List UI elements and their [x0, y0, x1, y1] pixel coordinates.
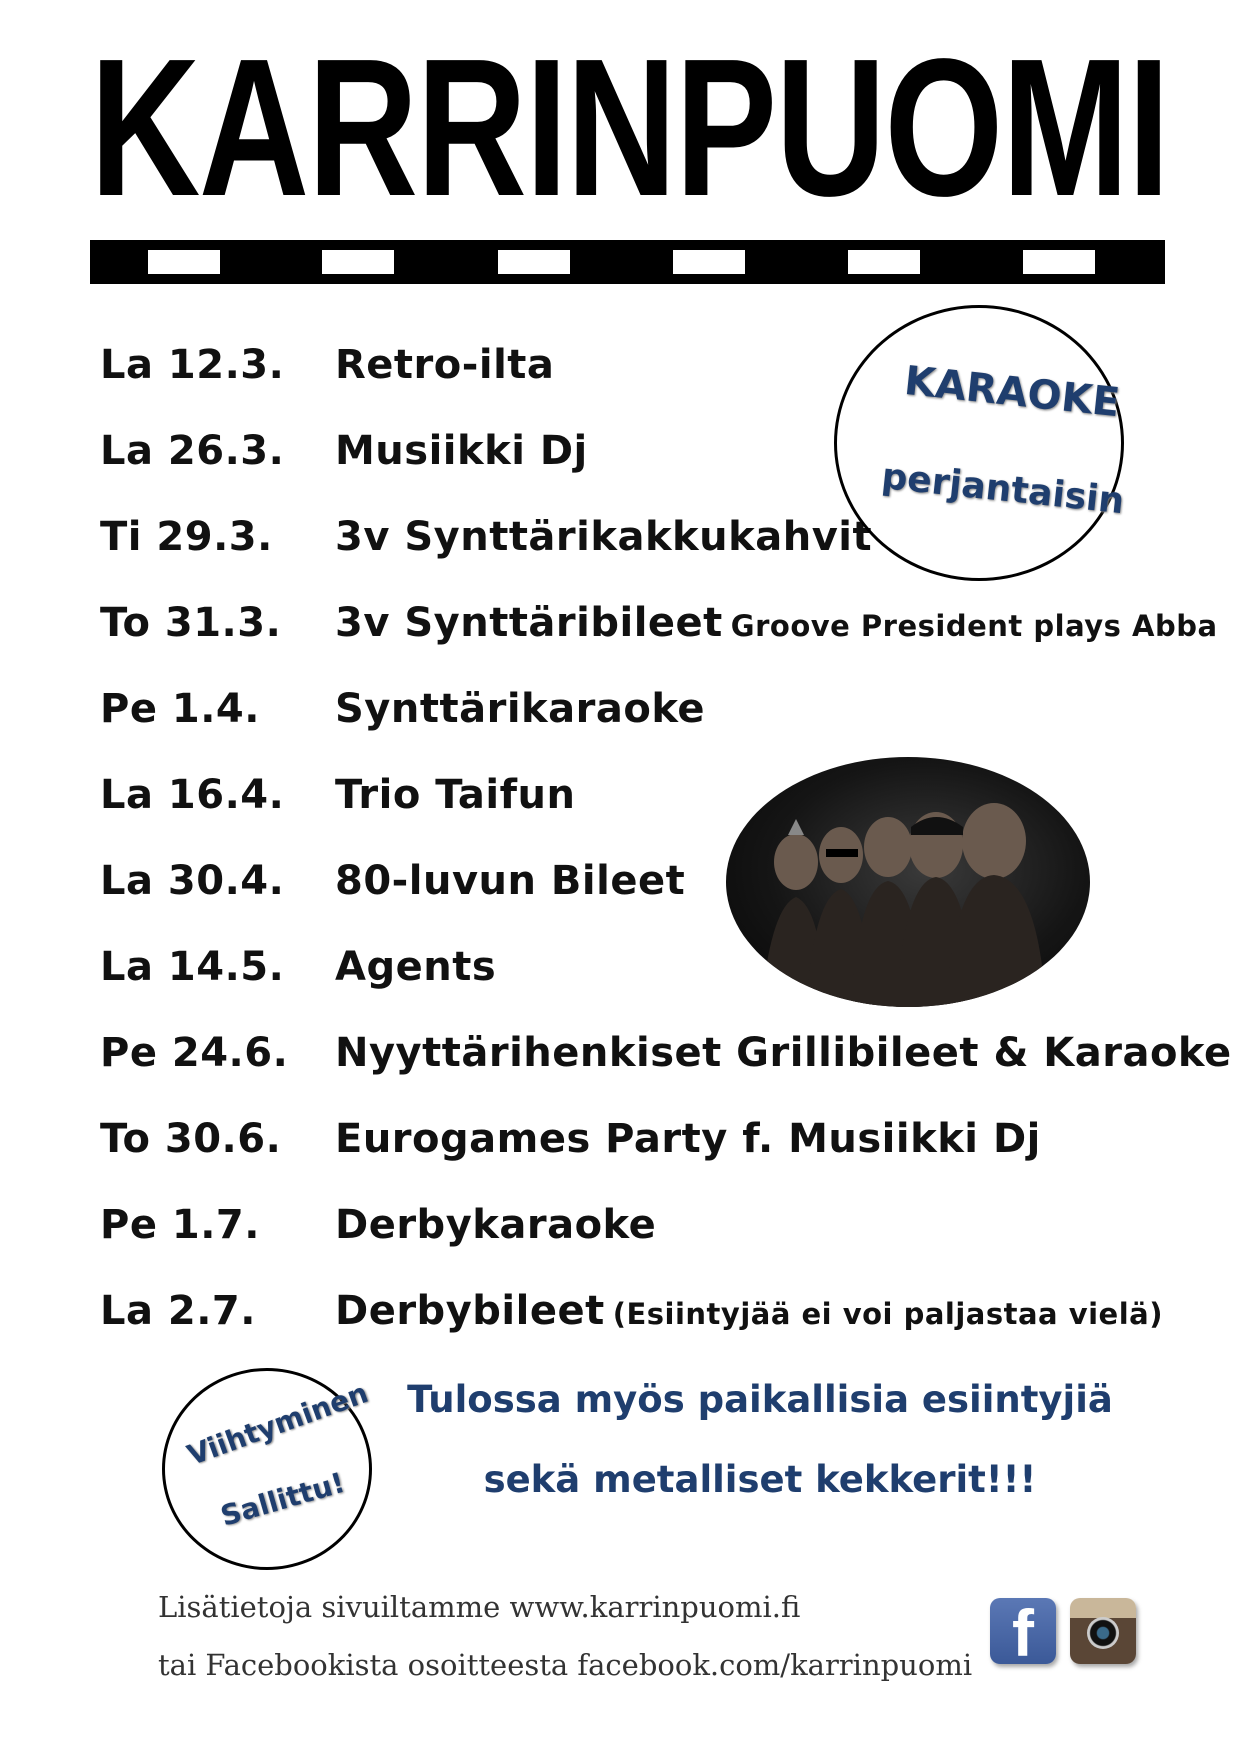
event-name: Derbybileet (Esiintyjää ei voi paljastaa vielä)	[335, 1288, 1163, 1334]
event-date: To 30.6.	[100, 1116, 282, 1162]
sallittu-badge	[162, 1368, 372, 1570]
event-name: Derbykaraoke	[335, 1202, 657, 1248]
sallittu-badge-line2: Sallittu!	[217, 1465, 349, 1533]
film-strip-hole	[848, 250, 920, 274]
film-strip-hole	[322, 250, 394, 274]
film-strip-hole	[498, 250, 570, 274]
film-strip-divider	[90, 240, 1165, 284]
promo-line-2: sekä metalliset kekkerit!!!	[483, 1458, 1037, 1501]
footer-website: Lisätietoja sivuiltamme www.karrinpuomi.fi	[158, 1590, 801, 1624]
footer-facebook: tai Facebookista osoitteesta facebook.com/karrinpuomi	[158, 1648, 973, 1682]
film-strip-hole	[673, 250, 745, 274]
karaoke-badge-subtitle: perjantaisin	[879, 456, 1127, 523]
event-name: Agents	[335, 944, 497, 990]
event-date: Ti 29.3.	[100, 514, 273, 560]
event-date: La 2.7.	[100, 1288, 256, 1334]
event-name: 3v Synttärikakkukahvit	[335, 514, 873, 560]
event-name: Trio Taifun	[335, 772, 576, 818]
band-silhouettes	[726, 757, 1090, 1007]
event-date: La 30.4.	[100, 858, 285, 904]
event-date: Pe 1.4.	[100, 686, 260, 732]
event-date: La 12.3.	[100, 342, 285, 388]
event-name: Musiikki Dj	[335, 428, 588, 474]
promo-line-1: Tulossa myös paikallisia esiintyjiä	[407, 1378, 1113, 1421]
event-date: La 14.5.	[100, 944, 285, 990]
karaoke-badge	[834, 305, 1127, 581]
event-date: Pe 24.6.	[100, 1030, 289, 1076]
event-name: Eurogames Party f. Musiikki Dj	[335, 1116, 1041, 1162]
instagram-icon	[1070, 1598, 1136, 1664]
event-date: La 16.4.	[100, 772, 285, 818]
event-name: Retro-ilta	[335, 342, 555, 388]
band-photo	[726, 757, 1090, 1007]
event-date: Pe 1.7.	[100, 1202, 260, 1248]
event-name: 80-luvun Bileet	[335, 858, 686, 904]
event-extra: Groove President plays Abba	[730, 609, 1218, 643]
event-name: 3v Synttäribileet Groove President plays Abba	[335, 600, 1218, 646]
event-name: Nyyttärihenkiset Grillibileet & Karaoke	[335, 1030, 1232, 1076]
poster-title: KARRINPUOMI	[90, 18, 1169, 237]
event-date: La 26.3.	[100, 428, 285, 474]
event-date: To 31.3.	[100, 600, 282, 646]
film-strip-hole	[1023, 250, 1095, 274]
film-strip-hole	[148, 250, 220, 274]
event-name: Synttärikaraoke	[335, 686, 705, 732]
event-extra: (Esiintyjää ei voi paljastaa vielä)	[612, 1297, 1163, 1331]
facebook-icon: f	[990, 1598, 1056, 1664]
karaoke-badge-title: KARAOKE	[902, 358, 1122, 427]
sallittu-badge-line1: Viihtyminen	[183, 1376, 373, 1473]
